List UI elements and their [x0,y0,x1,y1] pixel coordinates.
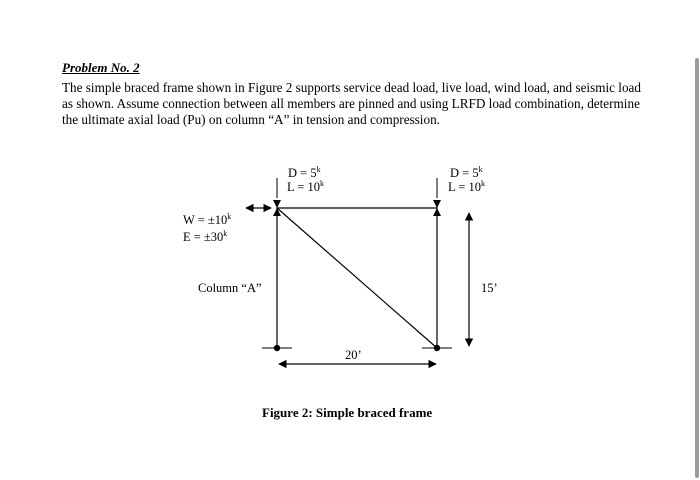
height-dimension-label: 15’ [481,281,498,295]
left-dead-load: $D = 5^k$ [288,165,321,180]
wind-load: $W = \pm 10^k$ [183,212,232,227]
diagonal-brace [277,208,437,348]
problem-statement: The simple braced frame shown in Figure 2 supports service dead load, live load, wind load, and seismic load as shown. Assume connection between all members are pinned and using LRFD load combination, determine the ultimate axial load (Pu) on column “A” in tension and compression. [62,80,642,127]
left-live-load: $L = 10^k$ [287,179,324,194]
right-dead-load: $D = 5^k$ [450,165,483,180]
span-dimension-label: 20’ [345,348,362,362]
problem-title: Problem No. 2 [62,60,140,75]
left-support-pin [274,345,280,351]
right-live-load: $L = 10^k$ [448,179,485,194]
figure-caption: Figure 2: Simple braced frame [262,405,433,420]
column-a-label: Column “A” [198,281,262,295]
right-support-pin [434,345,440,351]
seismic-load: $E = \pm 30^k$ [183,229,228,244]
